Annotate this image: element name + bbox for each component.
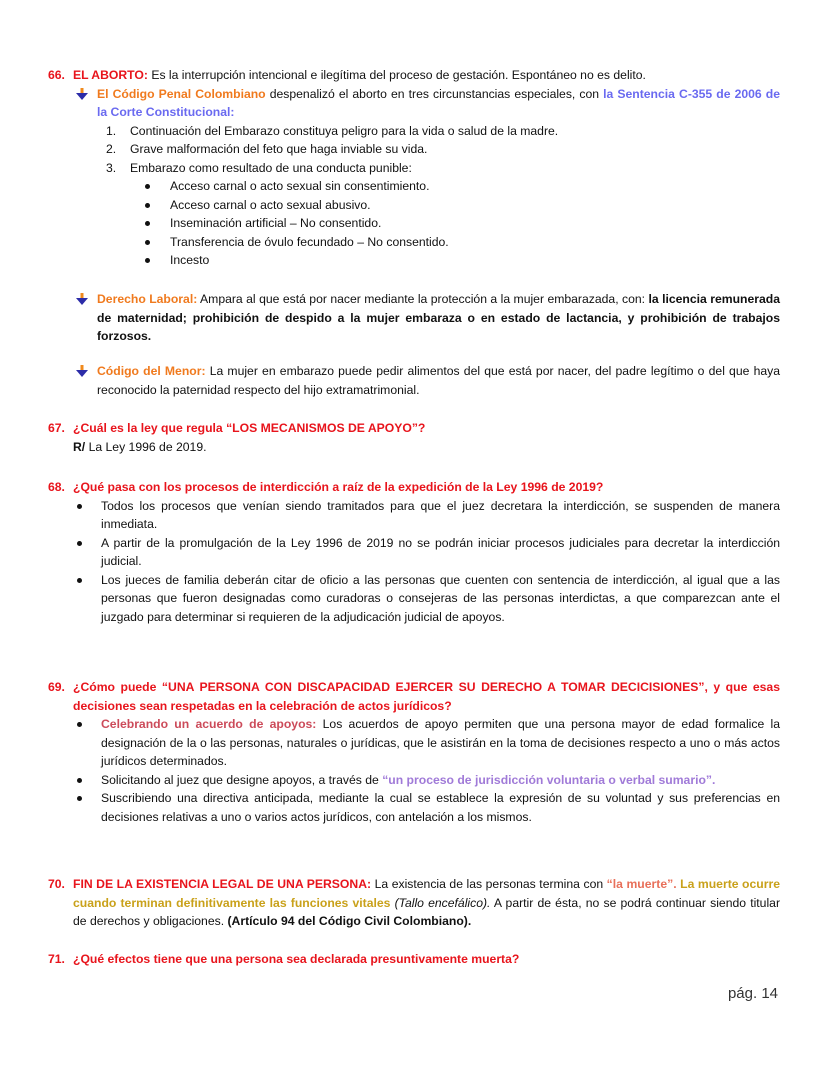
question-number: 67.	[48, 421, 65, 435]
bullet-icon	[75, 534, 101, 571]
question-number: 68.	[48, 480, 65, 494]
bullet-sublist	[143, 177, 780, 270]
list-item	[75, 771, 780, 790]
list-item	[75, 571, 780, 627]
list-item	[75, 534, 780, 571]
laboral-section	[48, 290, 780, 346]
bullet-icon	[143, 177, 170, 196]
bullet-icon	[75, 715, 101, 771]
laboral-label: Derecho Laboral:	[97, 292, 198, 306]
list-item	[75, 715, 780, 771]
bullet-icon	[75, 771, 101, 790]
question-text: La existencia de las personas termina con	[371, 877, 607, 891]
question-title: FIN DE LA EXISTENCIA LEGAL DE UNA PERSONA:	[73, 877, 372, 891]
list-item	[143, 196, 780, 215]
bullet-icon	[143, 196, 170, 215]
question-68	[48, 478, 780, 626]
bullet-icon	[75, 497, 101, 534]
bullet-icon	[143, 214, 170, 233]
acuerdo-label: Celebrando un acuerdo de apoyos:	[101, 717, 317, 731]
menor-text: La mujer en embarazo puede pedir alimentos del que está por nacer, del padre legítimo o del que haya reconocido la paternidad respecto del hijo extramatrimonial.	[97, 364, 780, 397]
list-item	[75, 497, 780, 534]
list-text: Acceso carnal o acto sexual sin consentimiento.	[170, 179, 430, 193]
list-text: Grave malformación del feto que haga inviable su vida.	[130, 142, 428, 156]
list-text: Solicitando al juez que designe apoyos, a través de	[101, 772, 383, 787]
bullet-list	[75, 497, 780, 627]
penal-section	[73, 85, 780, 122]
question-number: 69.	[48, 680, 65, 694]
bullet-list	[75, 715, 780, 826]
list-item	[143, 214, 780, 233]
question-66	[48, 66, 780, 270]
list-text: Inseminación artificial – No consentido.	[170, 216, 382, 230]
question-71	[48, 950, 780, 969]
list-text: Incesto	[170, 253, 210, 267]
question-title: ¿Qué efectos tiene que una persona sea declarada presuntivamente muerta?	[73, 952, 520, 966]
tallo-note: (Tallo encefálico).	[390, 895, 491, 910]
muerte-definition: La muerte ocurre cuando terminan definitivamente las funciones vitales	[73, 877, 780, 910]
question-number: 71.	[48, 952, 65, 966]
list-item	[143, 233, 780, 252]
question-number: 66.	[48, 68, 65, 82]
question-title: EL ABORTO:	[73, 68, 148, 82]
muerte-highlight: “la muerte”.	[606, 877, 677, 891]
question-67	[48, 419, 780, 456]
list-text: Continuación del Embarazo constituya peligro para la vida o salud de la madre.	[130, 123, 559, 138]
arrow-bullet-icon	[73, 290, 97, 346]
laboral-bold-text: la licencia remunerada de maternidad; prohibición de despido a la mujer embaraza o en estado de lactancia, y prohibición de trabajos forzosos.	[97, 292, 781, 343]
bullet-icon	[75, 789, 101, 826]
question-70	[48, 875, 780, 931]
question-title: ¿Qué pasa con los procesos de interdicción a raíz de la expedición de la Ley 1996 de 2019?	[73, 480, 604, 494]
list-number: 2.	[106, 142, 117, 156]
bullet-icon	[143, 233, 170, 252]
laboral-text: Ampara al que está por nacer mediante la protección a la mujer embarazada, con:	[197, 292, 649, 306]
proceso-highlight: “un proceso de jurisdicción voluntaria o verbal sumario”.	[382, 772, 716, 787]
arrow-bullet-icon	[73, 85, 97, 122]
list-text: A partir de la promulgación de la Ley 1996 de 2019 no se podrán iniciar procesos judiciales para decretar la interdicción judicial.	[101, 535, 780, 568]
question-69	[48, 678, 780, 826]
question-text-2: A partir de ésta, no se podrá continuar siendo titular de derechos y obligaciones.	[73, 895, 780, 928]
question-title: ¿Cuál es la ley que regula “LOS MECANISMOS DE APOYO”?	[73, 421, 426, 435]
answer-text: La Ley 1996 de 2019.	[85, 439, 207, 454]
numbered-list	[106, 122, 780, 178]
bullet-icon	[75, 571, 101, 627]
list-item	[143, 251, 780, 270]
bullet-icon	[143, 251, 170, 270]
penal-text: despenalizó el aborto en tres circunstancias especiales, con	[265, 86, 604, 101]
question-title: ¿Cómo puede “UNA PERSONA CON DISCAPACIDAD EJERCER SU DERECHO A TOMAR DECICISIONES”, y que esas decisiones sean respetadas en la celebración de actos jurídicos?	[73, 680, 780, 713]
list-text: Todos los procesos que venían siendo tramitados para que el juez decretara la interdicción, se suspenden de manera inmediata.	[101, 498, 780, 531]
menor-section	[48, 362, 780, 399]
menor-label: Código del Menor:	[97, 364, 206, 378]
list-text: Transferencia de óvulo fecundado – No consentido.	[170, 234, 449, 249]
penal-label: El Código Penal Colombiano	[97, 86, 266, 101]
list-text: Los acuerdos de apoyo permiten que una persona mayor de edad formalice la designación de la o las personas, naturales o jurídicas, que le asistirán en la toma de decisiones respecto a uno o más actos jurídicos determinados.	[101, 717, 780, 768]
list-text: Suscribiendo una directiva anticipada, mediante la cual se establece la expresión de su voluntad y sus preferencias en decisiones relativas a uno o varios actos jurídicos, con antelación a los mismos.	[101, 791, 780, 824]
list-item	[106, 122, 780, 141]
list-item	[143, 177, 780, 196]
question-number: 70.	[48, 877, 65, 891]
list-item	[106, 159, 780, 178]
sentencia-reference: la Sentencia C-355 de 2006 de la Corte Constitucional:	[97, 86, 780, 119]
article-reference: (Artículo 94 del Código Civil Colombiano).	[227, 914, 472, 928]
list-number: 3.	[106, 160, 117, 175]
answer-prefix: R/	[73, 439, 86, 454]
list-text: Acceso carnal o acto sexual abusivo.	[170, 197, 371, 212]
list-number: 1.	[106, 123, 117, 138]
list-item	[106, 140, 780, 159]
list-item	[75, 789, 780, 826]
list-text: Embarazo como resultado de una conducta punible:	[130, 160, 412, 175]
question-text: Es la interrupción intencional e ilegítima del proceso de gestación. Espontáneo no es delito.	[147, 68, 646, 82]
arrow-bullet-icon	[73, 362, 97, 399]
list-text: Los jueces de familia deberán citar de oficio a las personas que cuenten con sentencia de interdicción, al igual que a las personas que fueron designadas como curadoras o consejeras de las personas interdictas, a que comparezcan ante el juzgado para determinar si requieren de la adjudicación judicial de apoyos.	[101, 572, 780, 624]
page-number: pág. 14	[727, 985, 778, 1002]
